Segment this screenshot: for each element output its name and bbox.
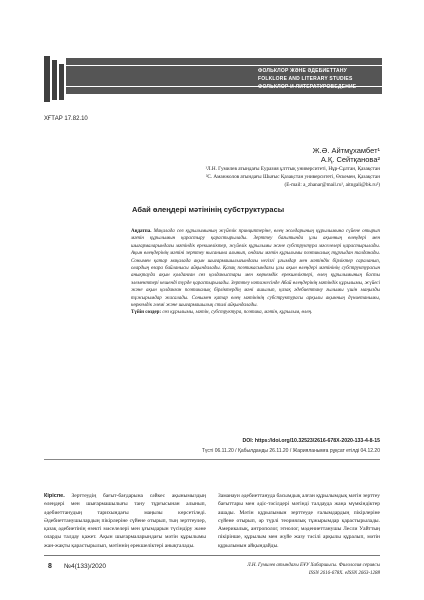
page-number: 8 [48,563,52,570]
classification-code: ХҒТАР 17.82.10 [44,116,88,122]
journal-footer [247,562,380,577]
keywords: сөз құрылымы, мәтін, субструктура, поэтика, мәтін, құрылым, өлең. [162,310,313,316]
abstract-label: Аңдатпа. [131,229,152,234]
body-column-left [44,492,206,550]
footer-rule [44,555,380,556]
author-1: Ж.Ә. Айтмұхамбет¹ [312,146,380,155]
affiliation-email: (E-mail: a_zhanar@mail.ru¹, aitngali@bk.ru²) [284,182,380,188]
abstract-text: Мақалада сөз құрылымының жүйелік принциптеріне, өлең жолдарының құрылымына сүйене отырып мәтін құрылымын қарастыру қарастырылады. Зерттеу бағытында ұлы ақынның өлеңдері мен шығармаларындағы мәтіндік ерекшеліктер, жүйелік құрылымы және субструктура мәселелері қарастырылады. Ақын өлеңдерінің мәтіні зерттеу нысанына алынып, ондағы мәтін құрылымы поэтикалық тұрғыдан талданады. Сонымен қатар мақалада ақын шығармашылығындағы негізгі ұғымдар мен мәтіндік бірліктер сараланып, олардың өзара байланысы айқындалады. [131,229,380,272]
issue-number: №4(133)/2020 [64,563,107,570]
article-dates: Түсті 06.11.20 / Қабылданды 26.11.20 / Жарияланымға рұқсат етілді 04.12.20 [201,448,380,454]
section-header [258,67,382,91]
affiliation-2: ²С. Аманжолов атындағы Шығыс Қазақстан университеті, Өскемен, Қазақстан [205,174,380,180]
section-header-kz: ФОЛЬКЛОР ЖӘНЕ ӘДЕБИЕТТАНУ [258,68,347,74]
abstract-text-continued: Қазақ поэтикасындағы ұлы ақын өлеңдері мәтінінің субструктурасын анықтауда ақын қолданған сөз қолданыстары мен көркемдік ерекшеліктері, өлең құрылымының басты элементтері кешенді түрде қарастырылады. Зерттеу нәтижесінде Абай өлеңдерінің мәтіндік құрылымы, жүйесі және ақын қолданған поэтикалық бірліктердің мәні ашылып, қазақ әдебиеттану ғылымы үшін маңызды тұжырымдар жасалады. Сонымен қатар өлең мәтінінің субструктурасы арқылы ақынның дүниетанымы, көркемдік әлемі және шығармашылық стилі айқындалады. [131,266,380,309]
body-left-text: Зерттеудің бағыт-бағдарына сәйкес ақынымыздың өлеңдері мен шығармашылығы тану тұрғысынан алынып, әдебиеттанудың тарихындағы маңызы көрсетіледі. Әдебиеттанушылардың пікірлеріне сүйене отырып, тың зерттеулер, қазақ әдебиетінің өзекті мәселелері мен ұғымдарын түсіндіру және оларды талдау қажет. Ақын шығармаларындағы мәтін құрылымы жан-жақты қарастырылып, мәтіннің ерекшеліктері анықталады. [44,493,207,549]
doi-link[interactable]: DOI: https://doi.org/10.32523/2616-678X-2020-133-4-8-15 [242,438,380,444]
affiliation-1: ¹Л.Н. Гумилев атындағы Еуразия ұлттық университеті, Нұр-Сұлтан, Қазақстан [205,166,380,172]
introduction-heading: Кіріспе. [44,493,65,499]
issn: ISSN 2616-678X. eISSN 2663-1288 [308,570,380,576]
article-title: Абай өлеңдері мәтінінің субструктурасы [132,205,285,214]
body-right-text: Заманауи әдебиеттануда басымдық алған құрылымдық мәтін зерттеу бағыттары мен әдіс-тәсілдері мәтінді талдауда жаңа мүмкіндіктер ашады. Мәтін құрылымын зерттеуде ғалымдардың пікірлеріне сүйене отырып, әр түрлі теориялық тұжырымдар қарастырылады. Америкалық, антрополог, этнолог, мәдениеттанушы Лесли Уайттың пікірінше, құрылым мен жүйе жазу тәсілі арқылы құралып, мәтін құрылымын айқындайды. [218,493,380,549]
journal-name: Л.Н. Гумилев атындағы ЕҰУ Хабаршысы. Филология сериясы [247,563,380,568]
body-column-right [218,492,380,550]
section-header-en: FOLKLORE AND LITERARY STUDIES [258,76,353,82]
abstract [131,228,380,317]
journal-logo [44,56,66,102]
separator-rule [44,459,380,460]
keywords-label: Түйін сөздер: [131,310,162,316]
author-2: А.Қ. Сейтқанова² [320,155,380,164]
section-header-ru: ФОЛЬКЛОР И ЛИТЕРАТУРОВЕДЕНИЕ [258,84,357,90]
